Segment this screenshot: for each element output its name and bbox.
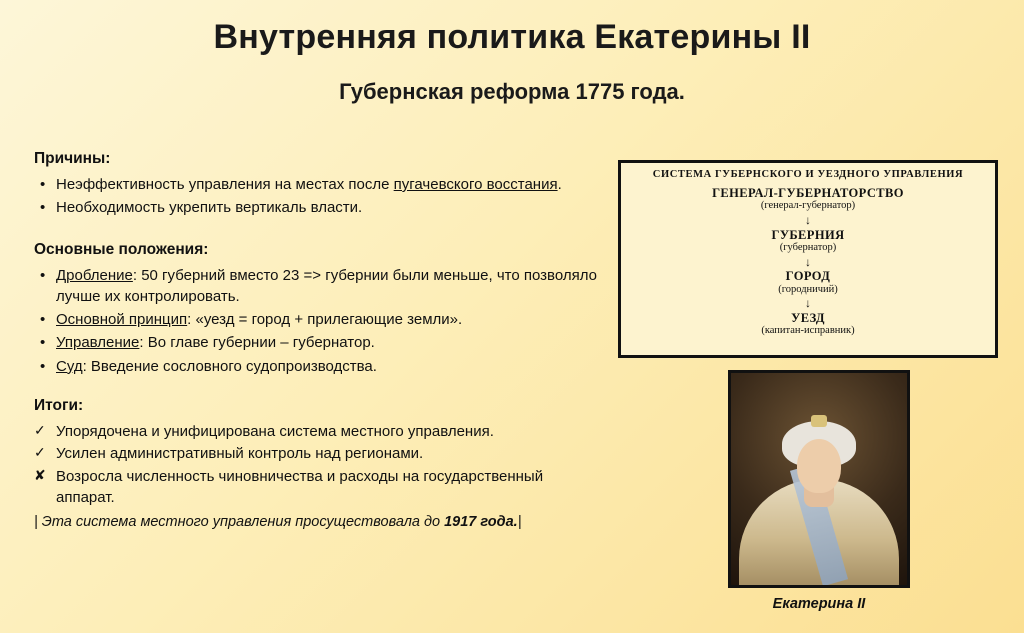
list-item: [34, 332, 604, 353]
provision-term: Основной принцип: [56, 311, 188, 329]
node-label: УЕЗД: [791, 310, 825, 325]
provision-term: Управление: [56, 334, 140, 352]
reason-text-after: .: [557, 176, 562, 193]
result-text: Усилен административный контроль над регионами.: [56, 445, 424, 463]
footnote: [34, 514, 604, 530]
diagram-node-uezd: [621, 311, 995, 338]
footnote-year: 1917 года.: [444, 514, 518, 531]
list-item: [34, 443, 604, 464]
page-title: Внутренняя политика Екатерины II: [213, 18, 811, 56]
reason-text-before: Необходимость укрепить вертикаль власти.: [56, 199, 363, 217]
provision-term: Дробление: [56, 266, 133, 284]
results-block: [34, 397, 604, 530]
node-label: ГОРОД: [785, 269, 831, 284]
node-sublabel: (губернатор): [779, 241, 837, 253]
arrow-down-icon: ↓: [805, 296, 811, 311]
footnote-prefix: | Эта система местного управления просуществовала до: [34, 514, 445, 531]
reason-link[interactable]: пугачевского восстания: [393, 176, 558, 193]
provisions-list: [34, 265, 604, 377]
node-label: ГУБЕРНИЯ: [771, 227, 845, 242]
portrait-image: [728, 370, 910, 588]
result-text: Возросла численность чиновничества и расходы на государственный аппарат.: [56, 467, 544, 506]
results-heading: Итоги:: [34, 397, 84, 415]
list-item: [34, 356, 604, 377]
node-sublabel: (генерал-губернатор): [760, 200, 856, 212]
reasons-heading: Причины:: [34, 150, 111, 167]
node-label: ГЕНЕРАЛ-ГУБЕРНАТОРСТВО: [712, 186, 904, 200]
node-sublabel: (капитан-исправник): [761, 325, 855, 337]
provision-text: : «уезд = город + прилегающие земли».: [187, 311, 463, 329]
diagram-node-guberniya: [621, 228, 995, 255]
result-text: Упорядочена и унифицирована система местного управления.: [56, 423, 494, 441]
provision-text: : Введение сословного судопроизводства.: [82, 357, 377, 375]
reason-text-before: Неэффективность управления на местах после: [56, 176, 394, 193]
provision-text: : Во главе губернии – губернатор.: [139, 334, 375, 352]
list-item: [34, 197, 604, 218]
list-item: [34, 466, 604, 509]
arrow-down-icon: ↓: [805, 212, 811, 227]
page-subtitle: Губернская реформа 1775 года.: [339, 79, 685, 104]
node-sublabel: (городничий): [778, 283, 838, 295]
portrait-caption: Екатерина II: [772, 596, 866, 612]
diagram-node-gorod: [621, 269, 995, 296]
provision-term: Суд: [56, 357, 83, 375]
portrait-block: [728, 370, 910, 612]
list-item: [34, 174, 604, 195]
provisions-heading: Основные положения:: [34, 240, 209, 258]
crown-icon: [811, 415, 827, 427]
diagram-node-governor-general: [621, 186, 995, 213]
provision-text: : 50 губерний вместо 23 => губернии были меньше, что позволяло лучше их контролировать.: [56, 266, 597, 305]
cross-icon: ✘: [34, 466, 46, 483]
arrow-down-icon: ↓: [805, 254, 811, 269]
reasons-list: [34, 174, 604, 219]
list-item: [34, 309, 604, 330]
content-column: [34, 150, 604, 530]
check-icon: ✓: [34, 422, 46, 439]
list-item: [34, 265, 604, 308]
check-icon: ✓: [34, 444, 46, 461]
portrait-face: [797, 439, 841, 493]
administration-diagram: [618, 160, 998, 358]
footnote-suffix: |: [517, 514, 522, 531]
diagram-title: СИСТЕМА ГУБЕРНСКОГО И УЕЗДНОГО УПРАВЛЕНИЯ: [652, 169, 964, 180]
list-item: [34, 421, 604, 442]
